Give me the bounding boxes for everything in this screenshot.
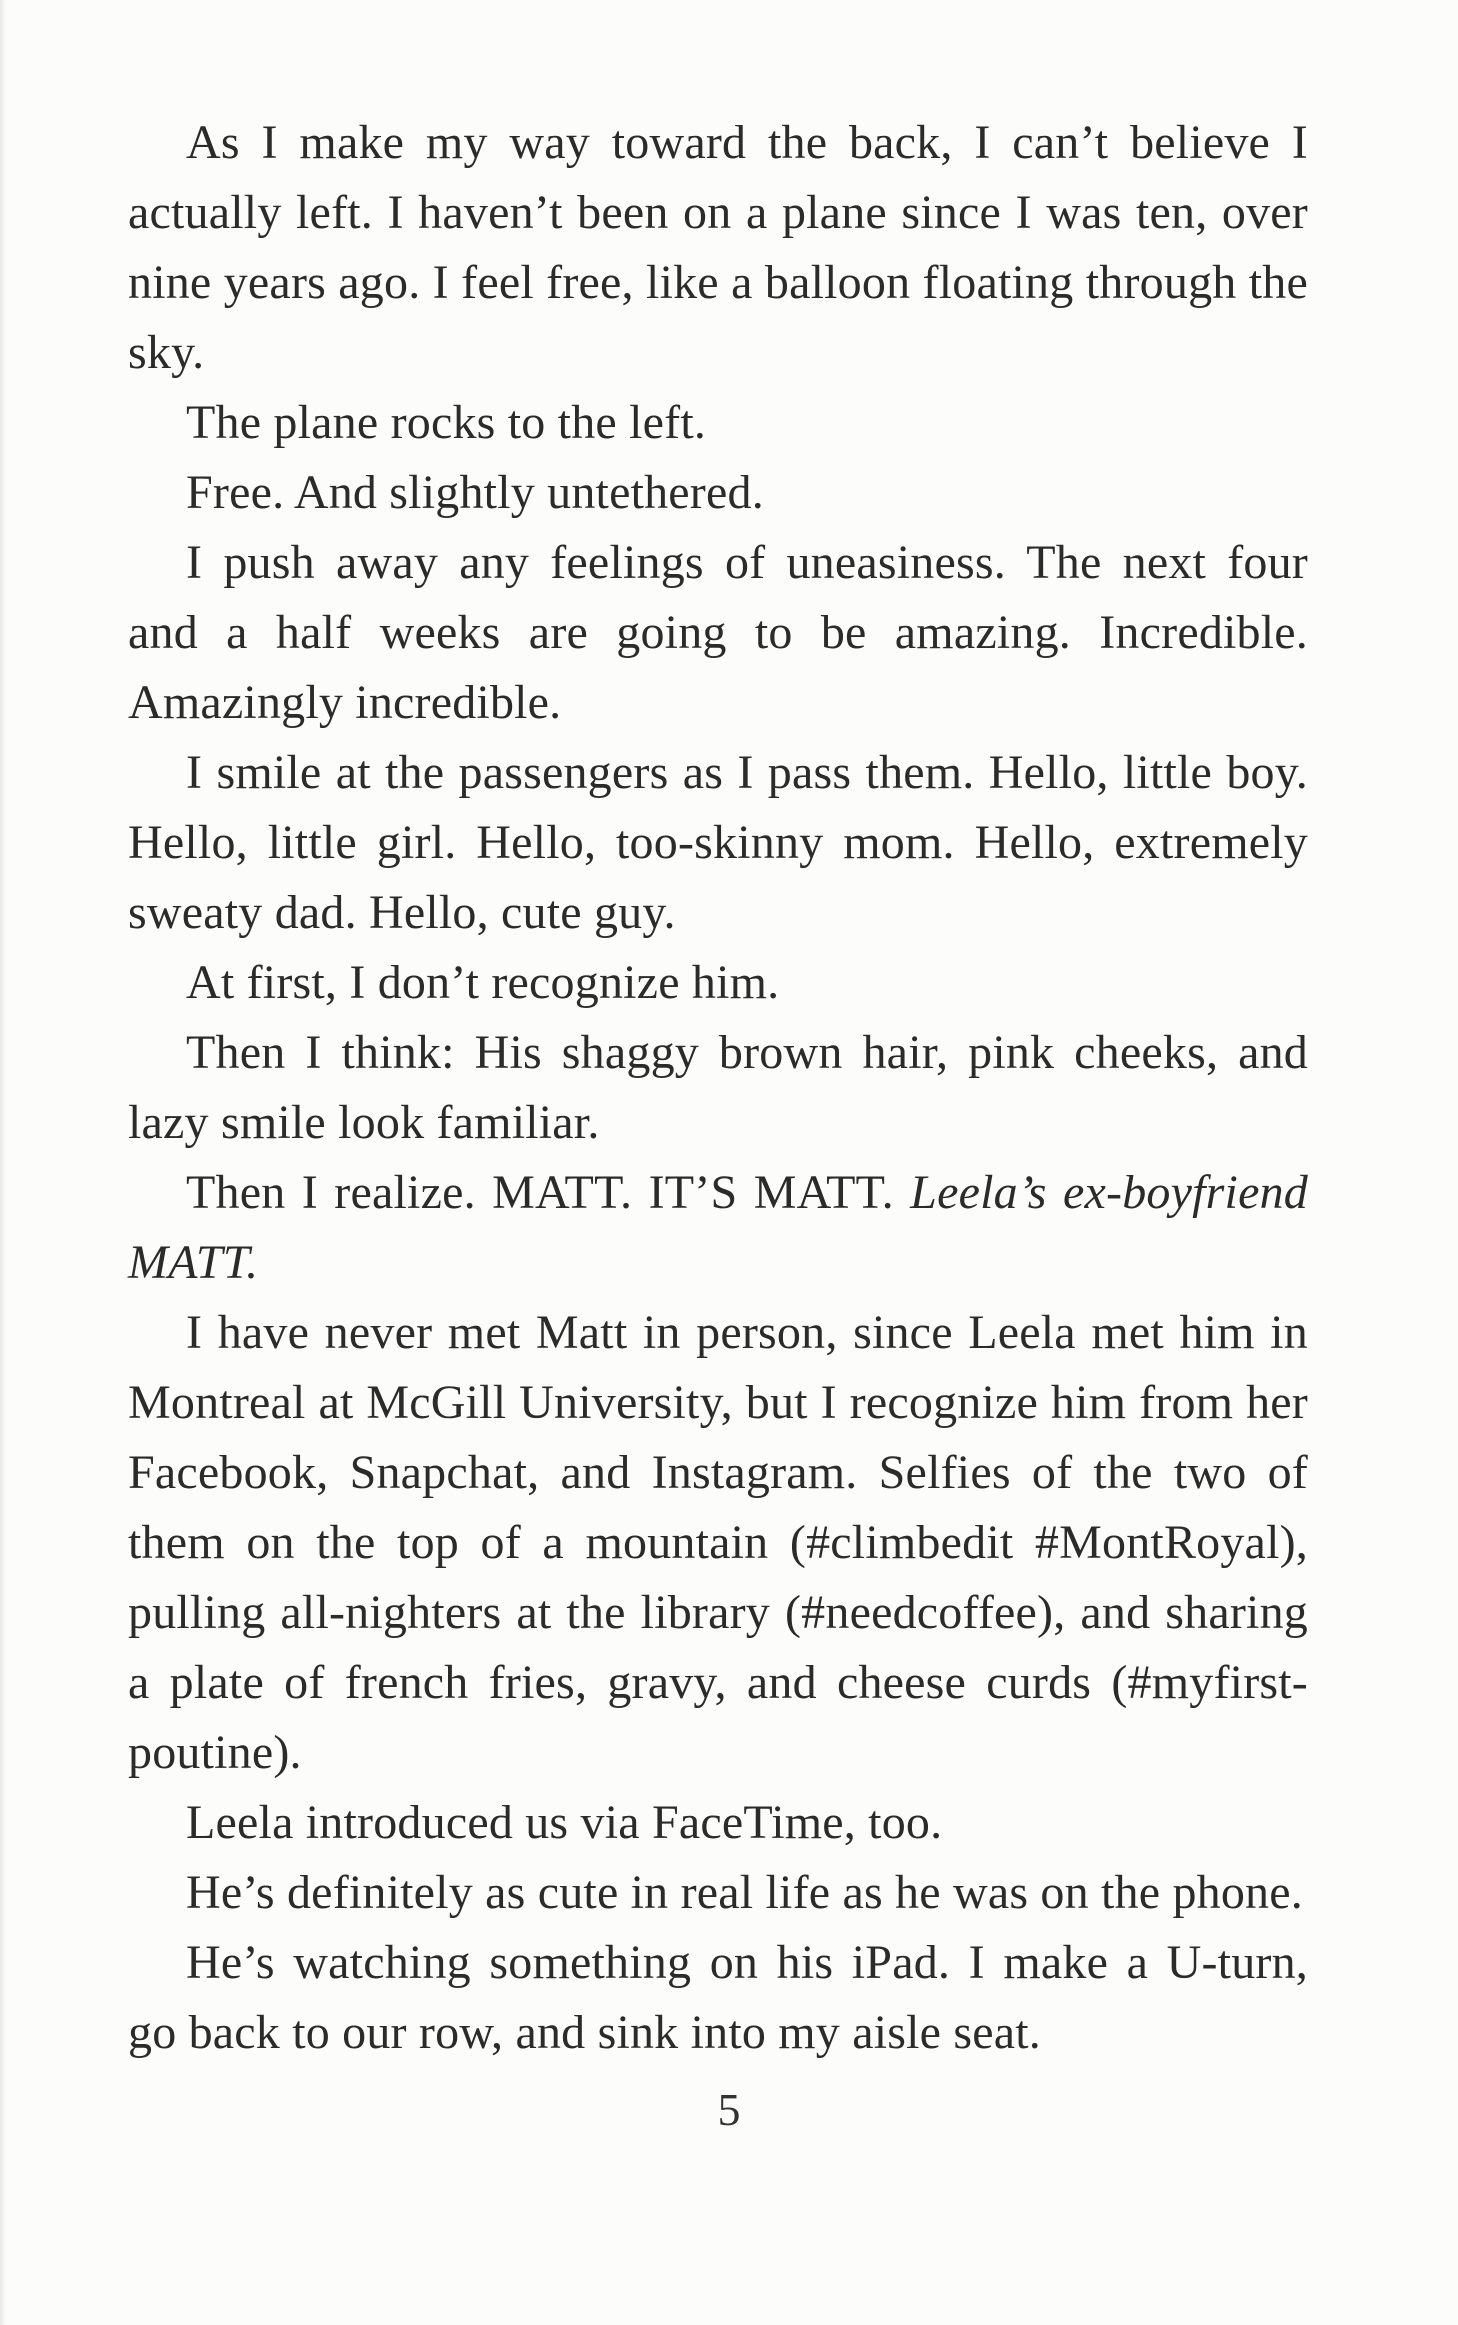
paragraph-leaving: As I make my way toward the back, I can’t believe I actually left. I haven’t been on a plane since I was ten, over nine years ago. I feel free, like a balloon floating through the sky. — [128, 116, 1308, 379]
paragraph-realize — [128, 1158, 1308, 1298]
realize-italic-text: Leela’s ex-boyfriend MATT. — [128, 1166, 1308, 1289]
paragraph-never-met: I have never met Matt in person, since Leela met him in Montreal at McGill University, but I recognize him from her Facebook, Snapchat, and Instagram. Selfies of the two of them on the top of a mountain (#climbedit #MontRoyal), pulling all-nighters at the library (#needcoffee), and sharing a plate of french fries, gravy, and cheese curds (#myfirst-poutine). — [128, 1306, 1308, 1779]
page-number: 5 — [717, 2084, 741, 2135]
scan-edge-shadow — [0, 0, 6, 2325]
paragraph-ipad: He’s watching something on his iPad. I make a U-turn, go back to our row, and sink into my aisle seat. — [128, 1936, 1308, 2059]
paragraph-passengers: I smile at the passengers as I pass them. Hello, little boy. Hello, little girl. Hello, too-skinny mom. Hello, extremely sweaty dad. Hello, cute guy. — [128, 746, 1308, 939]
paragraph-plane-rocks: The plane rocks to the left. — [186, 396, 707, 449]
paragraph-free: Free. And slightly untethered. — [186, 466, 764, 519]
paragraph-facetime: Leela introduced us via FaceTime, too. — [186, 1796, 943, 1849]
paragraph-familiar: Then I think: His shaggy brown hair, pink cheeks, and lazy smile look familiar. — [128, 1026, 1308, 1149]
paragraph-cute: He’s definitely as cute in real life as he was on the phone. — [186, 1866, 1303, 1919]
paragraph-uneasiness: I push away any feelings of uneasiness. The next four and a half weeks are going to be amazing. Incredible. Amazingly incredible. — [128, 536, 1308, 729]
page-body — [128, 108, 1308, 2068]
paragraph-recognize: At first, I don’t recognize him. — [186, 956, 780, 1009]
realize-plain-text: Then I realize. MATT. IT’S MATT. — [186, 1166, 911, 1219]
